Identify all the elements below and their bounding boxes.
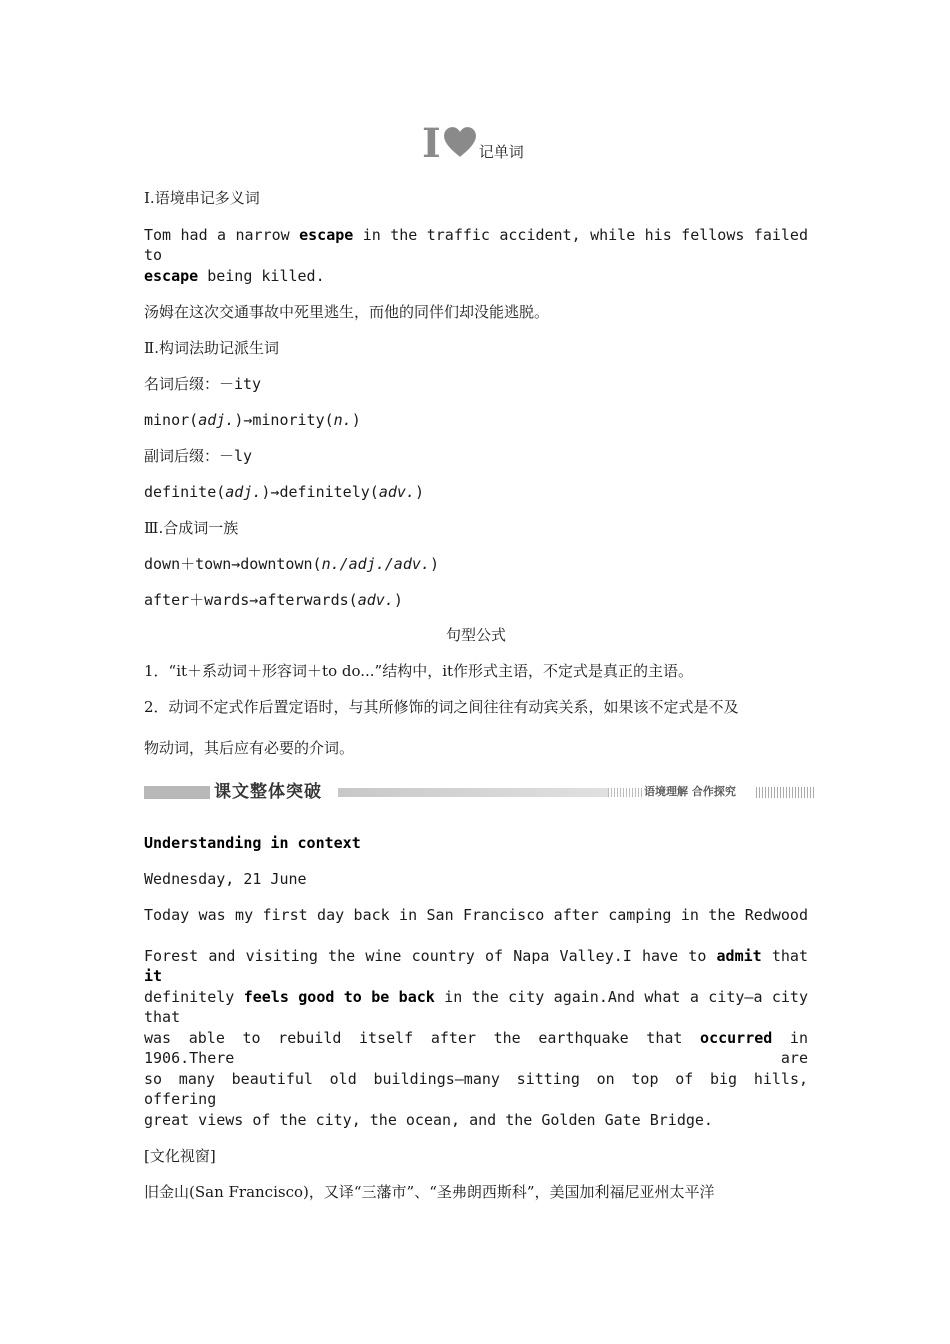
- passage-heading: Understanding in context: [144, 834, 361, 852]
- pos-tag: adv.: [357, 591, 394, 609]
- pos-tag: n./adj./adv.: [321, 555, 430, 573]
- heading-word: 记单词: [478, 143, 524, 161]
- keyword-it: it: [144, 967, 163, 985]
- section-title-3: Ⅲ.合成词一族: [144, 519, 239, 537]
- passage-line: [144, 987, 808, 1027]
- banner-bar: [144, 786, 210, 799]
- keyword-escape: escape: [299, 226, 354, 244]
- culture-label: [文化视窗]: [144, 1147, 216, 1165]
- passage-line: Today was my first day back in San Francisco after camping in the Redwood: [144, 906, 808, 924]
- pattern-item-2-cont: 物动词，其后应有必要的介词。: [144, 739, 355, 757]
- passage-date: Wednesday, 21 June: [144, 870, 307, 888]
- banner-bar: [338, 788, 638, 797]
- text: ): [393, 591, 403, 609]
- text: in the traffic accident, while his fellows failed to: [144, 226, 808, 264]
- pos-tag: adj.: [225, 483, 262, 501]
- text: after＋wards→afterwards(: [144, 591, 358, 609]
- text: ): [414, 483, 424, 501]
- culture-text: 旧金山(San Francisco)，又译“三藩市”、“圣弗朗西斯科”，美国加利福尼亚州太平洋: [144, 1183, 715, 1201]
- text: down＋town→downtown(: [144, 555, 322, 573]
- compound-example-1: [144, 554, 439, 574]
- pattern-item-2: 2．动词不定式作后置定语时，与其所修饰的词之间往往有动宾关系，如果该不定式是不及: [144, 698, 739, 716]
- keyword-escape: escape: [144, 267, 199, 285]
- keyword-admit: admit: [716, 947, 762, 965]
- passage-line: [144, 946, 808, 986]
- heading-letter-i: I: [422, 120, 441, 167]
- text: was able to rebuild itself after the earthquake that: [144, 1029, 701, 1047]
- example-sentence-line2: [144, 266, 325, 286]
- translation: 汤姆在这次交通事故中死里逃生，而他的同伴们却没能逃脱。: [144, 303, 550, 321]
- text: Tom had a narrow: [144, 226, 300, 244]
- text: )→minority(: [234, 411, 334, 429]
- keyword-occurred: occurred: [700, 1029, 773, 1047]
- text: minor(: [144, 411, 199, 429]
- text: Forest and visiting the wine country of Napa Valley.I have to: [144, 947, 717, 965]
- example-sentence-line1: [144, 225, 808, 265]
- text: )→definitely(: [261, 483, 379, 501]
- heart-icon: [443, 126, 477, 160]
- pos-tag: adj.: [198, 411, 235, 429]
- banner-title: 课文整体突破: [214, 782, 322, 802]
- noun-suffix: 名词后缀：－ity: [144, 375, 262, 393]
- text: in 1906.There are: [144, 1029, 808, 1067]
- passage-line: [144, 1028, 808, 1068]
- pos-tag: n.: [333, 411, 352, 429]
- text: definitely: [144, 988, 244, 1006]
- keyword-phrase: feels good to be back: [243, 988, 435, 1006]
- passage-line: so many beautiful old buildings—many sitting on top of big hills, offering: [144, 1070, 808, 1108]
- compound-example-2: [144, 590, 403, 610]
- passage-line: great views of the city, the ocean, and the Golden Gate Bridge.: [144, 1111, 713, 1129]
- banner-hatch: [608, 788, 642, 797]
- section-title-2: Ⅱ.构词法助记派生词: [144, 339, 279, 357]
- text: in the city again.And what a city—a city that: [144, 988, 808, 1026]
- text: ): [429, 555, 439, 573]
- patterns-title: 句型公式: [445, 626, 506, 644]
- derivation-example-1: [144, 410, 361, 430]
- pos-tag: adv.: [378, 483, 415, 501]
- text: ): [351, 411, 361, 429]
- text: definite(: [144, 483, 226, 501]
- section-banner: [144, 782, 814, 802]
- derivation-example-2: [144, 482, 424, 502]
- section-title-1: Ⅰ.语境串记多义词: [144, 189, 260, 207]
- banner-subtitle: 语境理解 合作探究: [644, 785, 736, 798]
- text: that: [761, 947, 808, 965]
- pattern-item-1: 1．“it＋系动词＋形容词＋to do...”结构中，it作形式主语，不定式是真正的主语。: [144, 662, 694, 680]
- vocab-heading: [422, 120, 524, 167]
- banner-hatch: [756, 787, 814, 798]
- text: being killed.: [198, 267, 325, 285]
- adverb-suffix: 副词后缀：－ly: [144, 447, 253, 465]
